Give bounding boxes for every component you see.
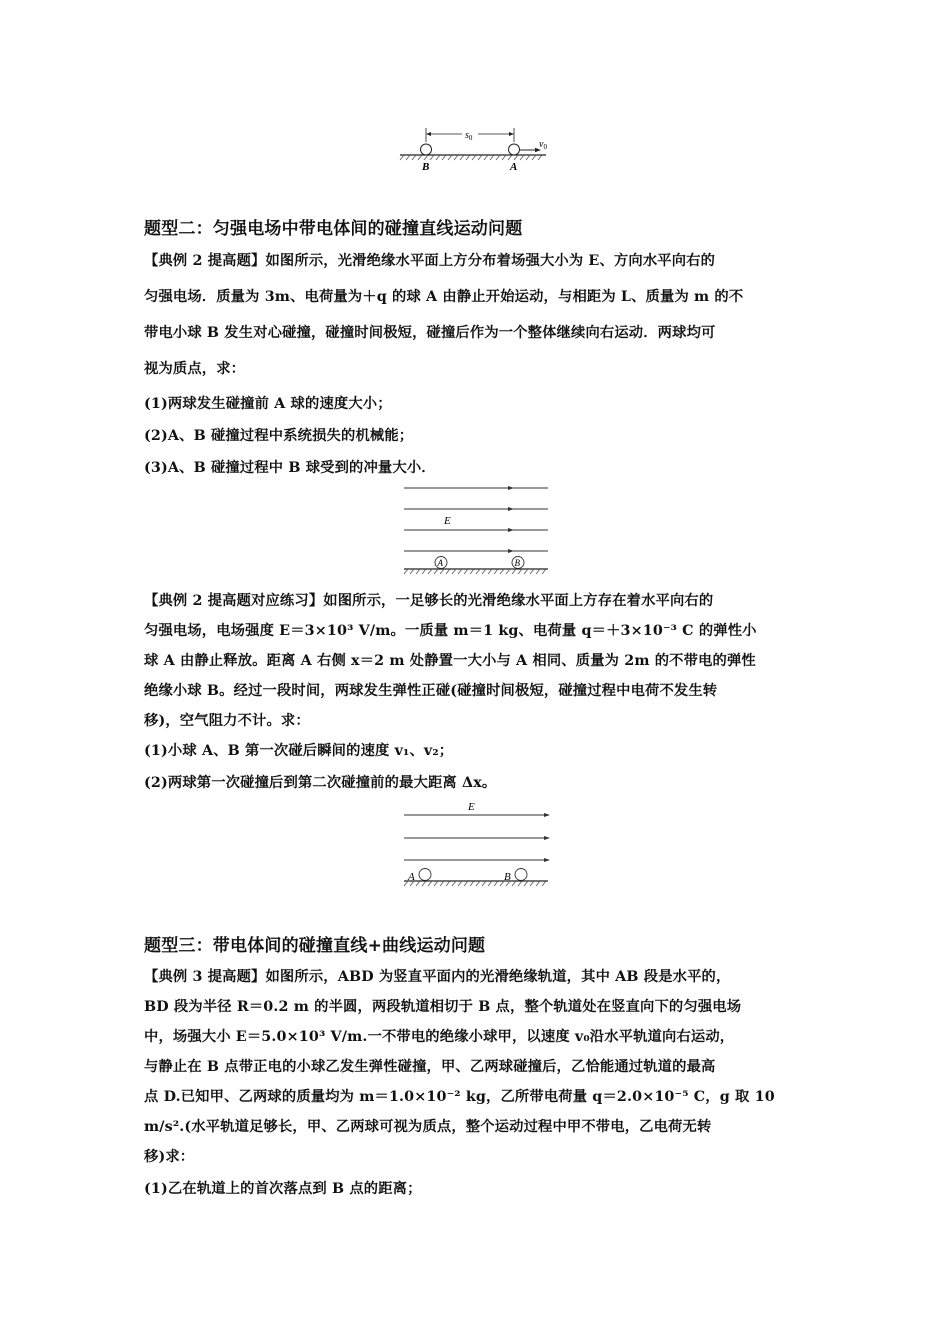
example-3-line-2: BD 段为半径 R＝0.2 m 的半圆，两段轨道相切于 B 点，整个轨道处在竖直向下的匀强电场 [144,999,742,1015]
figure-balls-separation [396,124,556,176]
label-a: A [510,161,518,173]
label-a: A [408,871,415,883]
question-2-2: (2)A、B 碰撞过程中系统损失的机械能； [144,428,414,444]
practice-line-3: 球 A 由静止释放。距离 A 右侧 x＝2 m 处静置一大小与 A 相同、质量为 2m 的不带电的弹性 [144,653,756,669]
figure-electric-field-practice [400,798,555,890]
ball-b [515,869,527,881]
example-2-line-3: 带电小球 B 发生对心碰撞，碰撞时间极短，碰撞后作为一个整体继续向右运动．两球均可 [144,325,716,341]
label-e: E [444,515,451,527]
example-3-line-5: 点 D.已知甲、乙两球的质量均为 m＝1.0×10⁻² kg，乙所带电荷量 q＝2.0×10⁻⁵ C，g 取 10 [144,1089,775,1105]
label-b: B [504,871,511,883]
practice-line-4: 绝缘小球 B。经过一段时间，两球发生弹性正碰(碰撞时间极短，碰撞过程中电荷不发生转 [144,683,718,699]
practice-line-2: 匀强电场，电场强度 E＝3×10³ V/m。一质量 m＝1 kg、电荷量 q＝＋3×10⁻³ C 的弹性小 [144,623,757,639]
label-b: B [422,161,430,173]
ball-b [421,144,432,155]
figure-electric-field-ab [400,480,555,578]
question-3-1: (1)乙在轨道上的首次落点到 B 点的距离； [144,1181,422,1197]
section-heading-type-2: 题型二：匀强电场中带电体间的碰撞直线运动问题 [144,219,523,239]
ball-a [419,869,431,881]
section-heading-type-3: 题型三：带电体间的碰撞直线+曲线运动问题 [144,936,486,956]
practice-question-1: (1)小球 A、B 第一次碰后瞬间的速度 v₁、v₂； [144,743,454,759]
label-e: E [468,801,475,813]
example-2-line-1: 【典例 2 提高题】如图所示，光滑绝缘水平面上方分布着场强大小为 E、方向水平向右的 [144,253,716,269]
example-3-line-3: 中，场强大小 E＝5.0×10³ V/m.一不带电的绝缘小球甲，以速度 v₀沿水平轨道向右运动， [144,1029,735,1045]
practice-line-1: 【典例 2 提高题对应练习】如图所示，一足够长的光滑绝缘水平面上方存在着水平向右的 [144,593,714,609]
practice-line-5: 移)，空气阻力不计。求： [144,713,310,729]
example-3-line-4: 与静止在 B 点带正电的小球乙发生弹性碰撞，甲、乙两球碰撞后，乙恰能通过轨道的最高 [144,1059,716,1075]
ball-a [509,144,520,155]
example-3-line-7: 移)求： [144,1149,195,1165]
question-2-1: (1)两球发生碰撞前 A 球的速度大小； [144,396,392,412]
label-b: B [514,558,520,568]
example-3-line-1: 【典例 3 提高题】如图所示，ABD 为竖直平面内的光滑绝缘轨道，其中 AB 段是水平的， [144,969,731,985]
example-2-line-4: 视为质点，求： [144,361,246,377]
practice-question-2: (2)两球第一次碰撞后到第二次碰撞前的最大距离 Δx。 [144,775,497,791]
example-2-line-2: 匀强电场．质量为 3m、电荷量为＋q 的球 A 由静止开始运动，与相距为 L、质量为 m 的不 [144,289,744,305]
label-a: A [437,558,443,568]
label-v0: $v_0$ [539,139,547,151]
question-2-3: (3)A、B 碰撞过程中 B 球受到的冲量大小． [144,460,436,476]
label-s0: $s_0$ [465,130,473,142]
example-3-line-6: m/s².(水平轨道足够长，甲、乙两球可视为质点，整个运动过程中甲不带电，乙电荷无转 [144,1119,712,1135]
